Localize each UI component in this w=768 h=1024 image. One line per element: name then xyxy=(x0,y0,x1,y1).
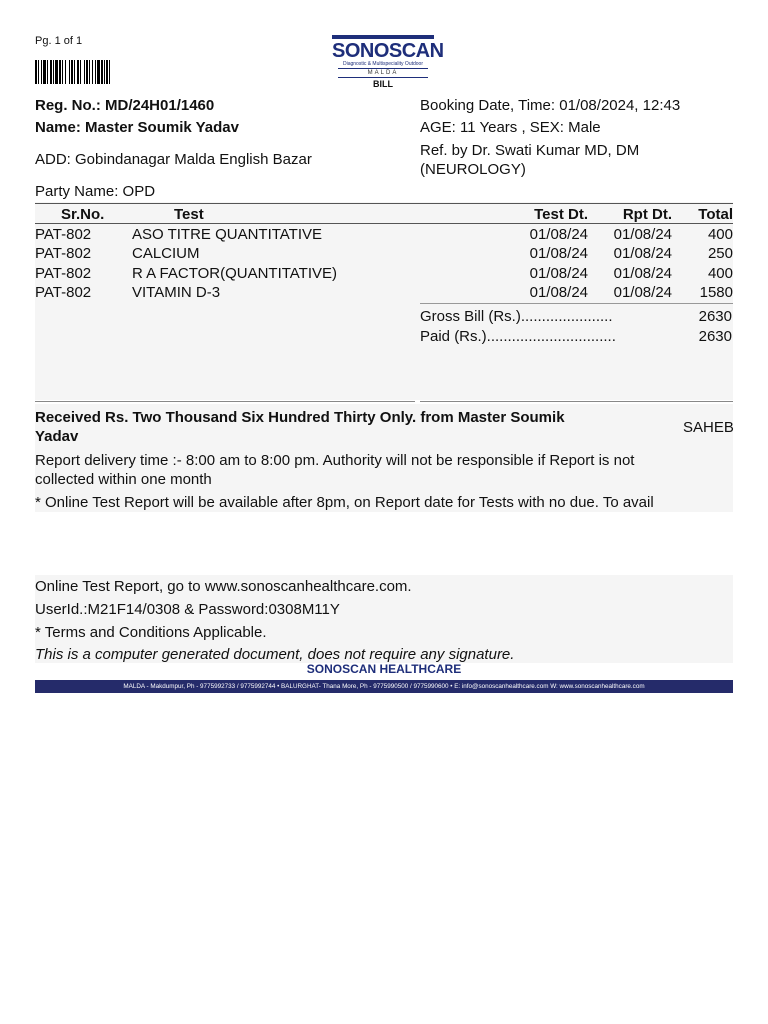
logo-city: MALDA xyxy=(338,68,428,78)
header-total: Total xyxy=(698,206,733,223)
divider xyxy=(420,401,733,402)
divider xyxy=(35,203,733,204)
document-type: BILL xyxy=(373,79,393,89)
cell-test-date: 01/08/24 xyxy=(529,284,588,301)
received-amount: Received Rs. Two Thousand Six Hundred Thirty Only. from Master Soumik xyxy=(35,409,565,426)
party-name: Party Name: OPD xyxy=(35,183,156,200)
cell-test-name: R A FACTOR(QUANTITATIVE) xyxy=(132,264,338,282)
gross-bill-value: 2630 xyxy=(698,308,732,325)
delivery-time-note-continued: collected within one month xyxy=(35,471,212,488)
online-report-note-continued: Online Test Report, go to www.sonoscanhealthcare.com. xyxy=(35,578,412,595)
cell-srno: PAT-802 xyxy=(35,245,92,262)
login-credentials: UserId.:M21F14/0308 & Password:0308M11Y xyxy=(35,601,340,618)
terms-note: * Terms and Conditions Applicable. xyxy=(35,624,267,641)
cell-srno: PAT-802 xyxy=(35,264,92,282)
header-test: Test xyxy=(174,206,204,223)
tests-table xyxy=(35,205,733,303)
table-row xyxy=(35,244,733,264)
barcode xyxy=(35,60,135,84)
footer-contact-bar: MALDA - Makdumpur, Ph - 9775992733 / 9775992744 • BALURGHAT- Thana More, Ph - 9775990500 / 9775990600 • E: info@sonoscanhealthcare.com W: www.sonoscanhealthcare.com xyxy=(35,680,733,693)
cell-report-date: 01/08/24 xyxy=(613,264,672,282)
table-header-row xyxy=(35,205,733,225)
footer-company-name: SONOSCAN HEALTHCARE xyxy=(306,662,462,676)
referring-doctor: Ref. by Dr. Swati Kumar MD, DM xyxy=(420,142,640,159)
paid-label: Paid (Rs.)............................... xyxy=(420,328,616,345)
received-by: SAHEB xyxy=(683,419,734,436)
table-row xyxy=(35,225,733,245)
received-amount-continued: Yadav xyxy=(35,428,79,445)
delivery-time-note: Report delivery time :- 8:00 am to 8:00 pm. Authority will not be responsible if Report is not xyxy=(35,452,635,469)
computer-generated-note: This is a computer generated document, does not require any signature. xyxy=(35,646,515,663)
cell-srno: PAT-802 xyxy=(35,284,92,301)
divider xyxy=(35,401,415,402)
online-report-note: * Online Test Report will be available after 8pm, on Report date for Tests with no due. To avail xyxy=(35,494,654,511)
age-sex: AGE: 11 Years , SEX: Male xyxy=(420,119,601,136)
cell-test-name: CALCIUM xyxy=(132,245,200,262)
cell-report-date: 01/08/24 xyxy=(613,284,672,301)
cell-test-name: VITAMIN D-3 xyxy=(132,284,221,301)
cell-total: 400 xyxy=(707,225,733,243)
cell-test-date: 01/08/24 xyxy=(529,264,588,282)
cell-report-date: 01/08/24 xyxy=(613,225,672,243)
cell-test-name: ASO TITRE QUANTITATIVE xyxy=(132,225,323,243)
header-test-date: Test Dt. xyxy=(534,206,588,223)
page-number: Pg. 1 of 1 xyxy=(35,35,83,47)
patient-address: ADD: Gobindanagar Malda English Bazar xyxy=(35,151,312,168)
cell-test-date: 01/08/24 xyxy=(529,245,588,262)
divider xyxy=(420,303,733,304)
paid-value: 2630 xyxy=(698,328,732,345)
header-srno: Sr.No. xyxy=(61,206,105,223)
gross-bill-label: Gross Bill (Rs.)...................... xyxy=(420,308,613,325)
cell-report-date: 01/08/24 xyxy=(613,245,672,262)
registration-number: Reg. No.: MD/24H01/1460 xyxy=(35,97,215,114)
booking-date: Booking Date, Time: 01/08/2024, 12:43 xyxy=(420,97,681,114)
cell-total: 1580 xyxy=(699,284,733,301)
logo-name: SONOSCAN xyxy=(332,40,444,62)
sonoscan-logo xyxy=(332,35,444,78)
header-report-date: Rpt Dt. xyxy=(622,206,672,223)
cell-test-date: 01/08/24 xyxy=(529,225,588,243)
divider xyxy=(35,223,733,224)
table-row xyxy=(35,283,733,303)
table-row xyxy=(35,264,733,284)
cell-srno: PAT-802 xyxy=(35,225,92,243)
cell-total: 400 xyxy=(707,264,733,282)
patient-name: Name: Master Soumik Yadav xyxy=(35,119,239,136)
logo-tagline: Diagnostic & Multispeciality Outdoor xyxy=(342,61,424,67)
cell-total: 250 xyxy=(707,245,733,262)
referring-doctor-specialty: (NEUROLOGY) xyxy=(420,161,526,178)
